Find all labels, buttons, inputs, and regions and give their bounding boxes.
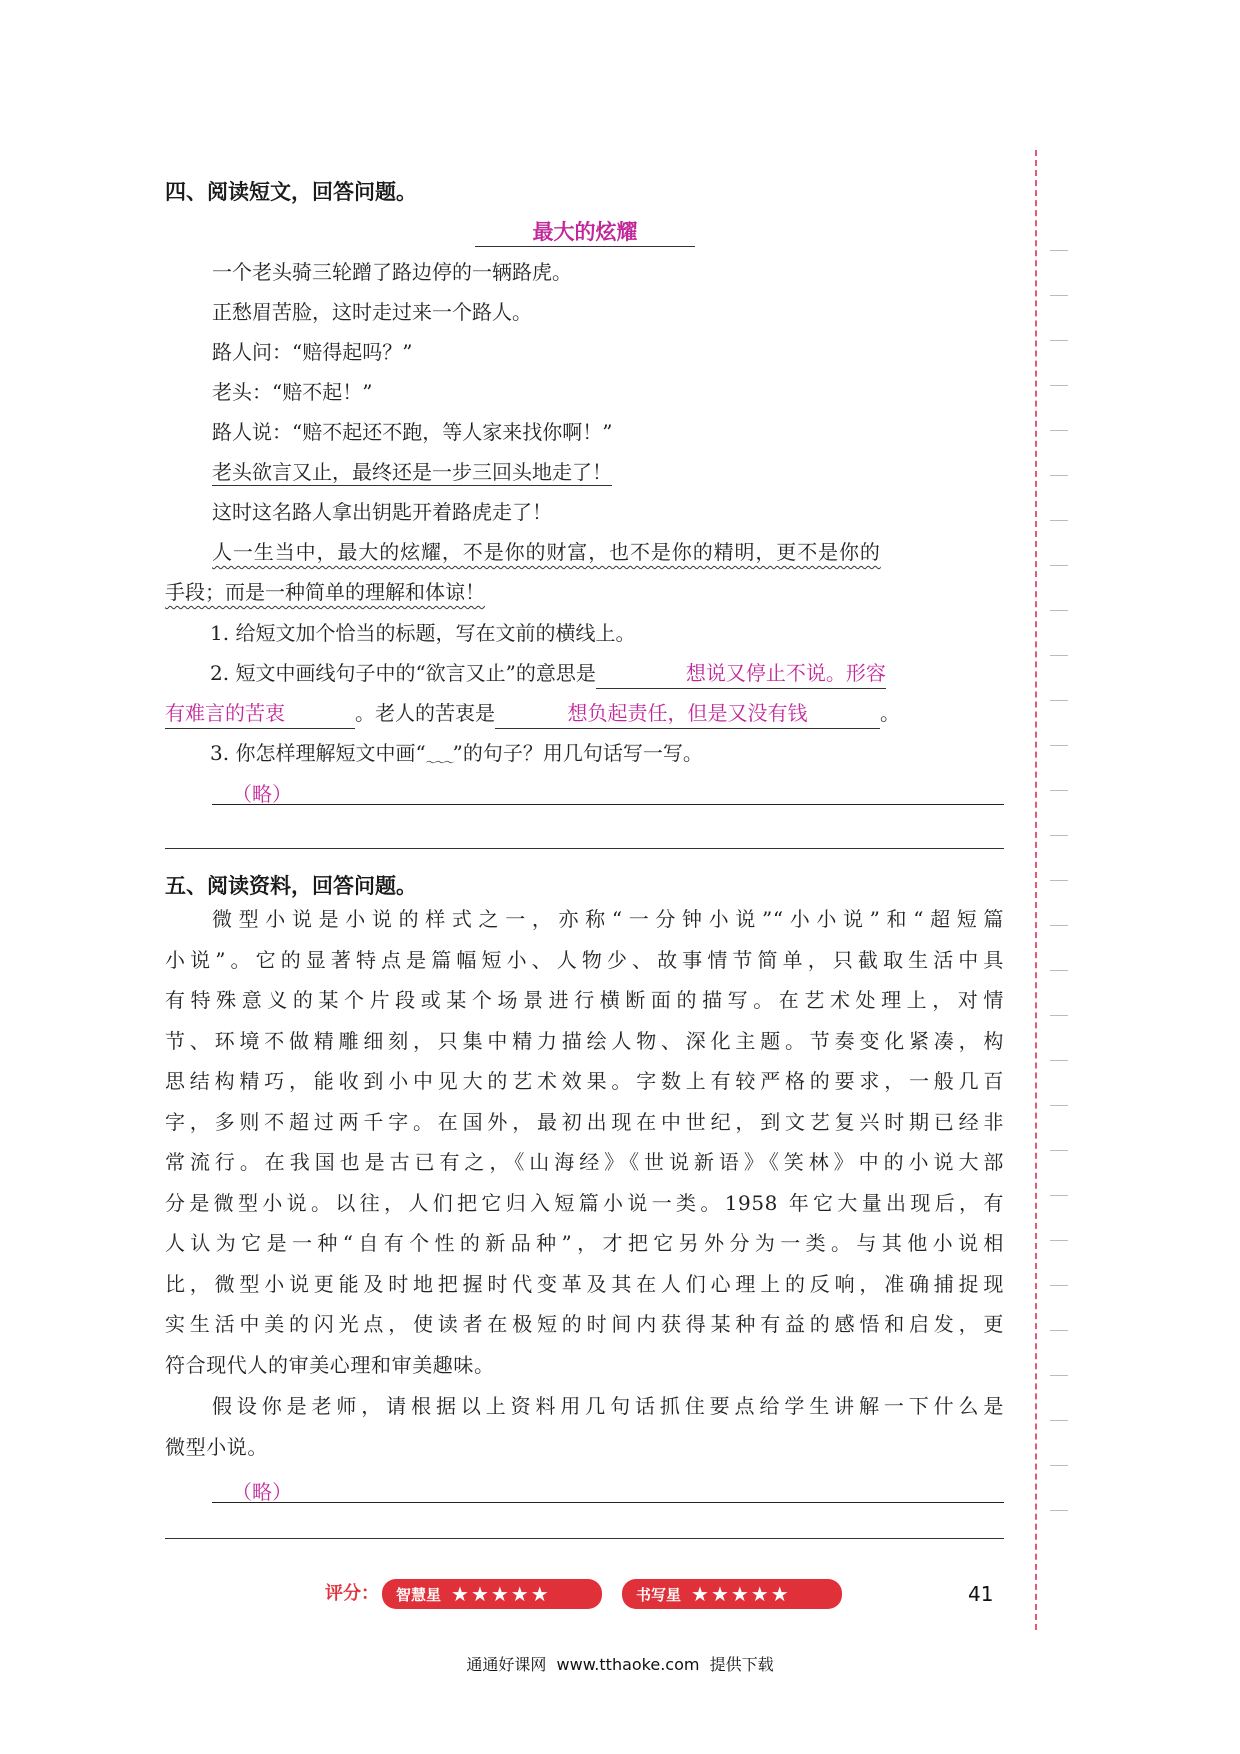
story-title-blank (475, 216, 695, 247)
section5-paragraph-line: 有特殊意义的某个片段或某个场景进行横断面的描写。在艺术处理上，对情 (165, 988, 1004, 1012)
story-title: 最大的炫耀 (532, 220, 638, 244)
margin-ruling-dash (1050, 1375, 1068, 1376)
margin-ruling-dash (1050, 1510, 1068, 1511)
page-number: 41 (968, 1582, 994, 1606)
question-1: 1. 给短文加个恰当的标题，写在文前的横线上。 (210, 621, 636, 645)
margin-dashed-line (1035, 150, 1037, 1630)
question-3-answer-line (212, 774, 1004, 805)
margin-ruling-dash (1050, 1465, 1068, 1466)
margin-ruling-dash (1050, 1015, 1068, 1016)
margin-ruling-dash (1050, 475, 1068, 476)
section5-answer-line (212, 1472, 1004, 1503)
story-line-1: 一个老头骑三轮蹭了路边停的一辆路虎。 (212, 260, 572, 284)
section5-question (165, 1386, 1004, 1467)
story-line-9-wavy: 手段；而是一种简单的理解和体谅！ (165, 580, 485, 604)
question-3-answer: （略） (232, 782, 292, 806)
margin-ruling-dash (1050, 1240, 1068, 1241)
section5-paragraph-line: 比，微型小说更能及时地把握时代变革及其在人们心理上的反响，准确捕捉现 (165, 1271, 1004, 1296)
margin-ruling-dash (1050, 385, 1068, 386)
wisdom-star-icons: ★★★★★ (451, 1582, 551, 1606)
section5-paragraph-line: 字，多则不超过两千字。在国外，最初出现在中世纪，到文艺复兴时期已经非 (165, 1109, 1004, 1134)
wisdom-star-label: 智慧星 (396, 1585, 442, 1604)
story-line-3: 路人问：“赔得起吗？” (212, 340, 413, 364)
margin-ruling-dash (1050, 520, 1068, 521)
scoring-label: 评分： (325, 1583, 379, 1604)
section5-paragraph (165, 899, 1004, 1385)
margin-ruling-dash (1050, 700, 1068, 701)
margin-ruling-dash (1050, 1105, 1068, 1106)
question-3-suffix: ”的句子？用几句话写一写。 (452, 741, 703, 765)
section4-answer-line-2 (165, 848, 1004, 849)
margin-ruling-dash (1050, 1150, 1068, 1151)
section5-heading: 五、阅读资料，回答问题。 (165, 874, 417, 898)
section5-answer-line-2 (165, 1538, 1004, 1539)
margin-ruling-dash (1050, 925, 1068, 926)
question-2-answer-2-blank (495, 698, 880, 729)
section5-paragraph-line: 人认为它是一种“自有个性的新品种”，才把它另外分为一类。与其他小说相 (165, 1231, 1004, 1255)
question-2-end: 。 (880, 701, 900, 725)
question-2-mid: 。老人的苦衷是 (355, 701, 495, 725)
margin-ruling-dash (1050, 745, 1068, 746)
section5-paragraph-line: 微型小说是小说的样式之一，亦称“一分钟小说”“小小说”和“超短篇 (212, 907, 1004, 931)
margin-ruling-dash (1050, 835, 1068, 836)
question-2 (210, 653, 886, 693)
writing-star-badge (622, 1579, 842, 1609)
margin-ruling-dash (1050, 880, 1068, 881)
question-2-answer-1a: 想说又停止不说。形容 (685, 661, 886, 685)
section5-paragraph-line: 实生活中美的闪光点，使读者在极短的时间内获得某种有益的感悟和启发，更 (165, 1312, 1004, 1336)
question-2-answer-1a-blank (596, 658, 886, 689)
margin-ruling-dash (1050, 1420, 1068, 1421)
question-3-prefix: 3. 你怎样理解短文中画“ (210, 741, 426, 765)
footer-download-credit: 通通好课网 www.tthaoke.com 提供下载 (466, 1655, 774, 1674)
margin-ruling-dash (1050, 250, 1068, 251)
margin-ruling-dash (1050, 1285, 1068, 1286)
writing-star-label: 书写星 (636, 1585, 682, 1604)
wisdom-star-badge (382, 1579, 602, 1609)
margin-ruling-dash (1050, 1060, 1068, 1061)
story-line-6-underlined: 老头欲言又止，最终还是一步三回头地走了！ (212, 460, 612, 484)
story-line-2: 正愁眉苦脸，这时走过来一个路人。 (212, 300, 532, 324)
margin-ruling-dash (1050, 340, 1068, 341)
section5-paragraph-line: 节、环境不做精雕细刻，只集中精力描绘人物、深化主题。节奏变化紧凑，构 (165, 1028, 1004, 1053)
section5-question-line: 假设你是老师，请根据以上资料用几句话抓住要点给学生讲解一下什么是 (212, 1394, 1004, 1418)
margin-ruling-dash (1050, 295, 1068, 296)
margin-ruling-dash (1050, 1330, 1068, 1331)
section5-paragraph-line: 符合现代人的审美心理和审美趣味。 (165, 1352, 495, 1377)
story-line-7: 这时这名路人拿出钥匙开着路虎走了！ (212, 500, 552, 524)
margin-ruling-dash (1050, 790, 1068, 791)
story-line-8-wavy: 人一生当中，最大的炫耀，不是你的财富，也不是你的精明，更不是你的 (212, 540, 881, 564)
section4-heading: 四、阅读短文，回答问题。 (165, 180, 417, 204)
question-2-answer-1b: 有难言的苦衷 (165, 701, 285, 725)
wavy-mark-icon: ～～～ (425, 756, 453, 769)
question-2-answer-1b-blank (165, 698, 355, 729)
writing-star-icons: ★★★★★ (691, 1582, 791, 1606)
margin-ruling-dash (1050, 1195, 1068, 1196)
section5-question-line: 微型小说。 (165, 1434, 268, 1459)
section5-paragraph-line: 小说”。它的显著特点是篇幅短小、人物少、故事情节简单，只截取生活中具 (165, 947, 1004, 972)
question-2-answer-2: 想负起责任，但是又没有钱 (567, 701, 808, 725)
story-line-5: 路人说：“赔不起还不跑，等人家来找你啊！” (212, 420, 613, 444)
section5-answer: （略） (232, 1480, 292, 1504)
section5-paragraph-line: 常流行。在我国也是古已有之，《山海经》《世说新语》《笑林》中的小说大部 (165, 1150, 1004, 1174)
margin-ruling-dash (1050, 970, 1068, 971)
section5-paragraph-line: 分是微型小说。以往，人们把它归入短篇小说一类。1958 年它大量出现后，有 (165, 1190, 1004, 1215)
section5-paragraph-line: 思结构精巧，能收到小中见大的艺术效果。字数上有较严格的要求，一般几百 (165, 1069, 1004, 1093)
margin-ruling-dash (1050, 430, 1068, 431)
margin-ruling-dash (1050, 610, 1068, 611)
margin-ruling-dash (1050, 565, 1068, 566)
question-2-cont (165, 693, 900, 733)
question-2-prefix: 2. 短文中画线句子中的“欲言又止”的意思是 (210, 661, 596, 685)
margin-ruling-dash (1050, 655, 1068, 656)
story-line-4: 老头：“赔不起！” (212, 380, 373, 404)
